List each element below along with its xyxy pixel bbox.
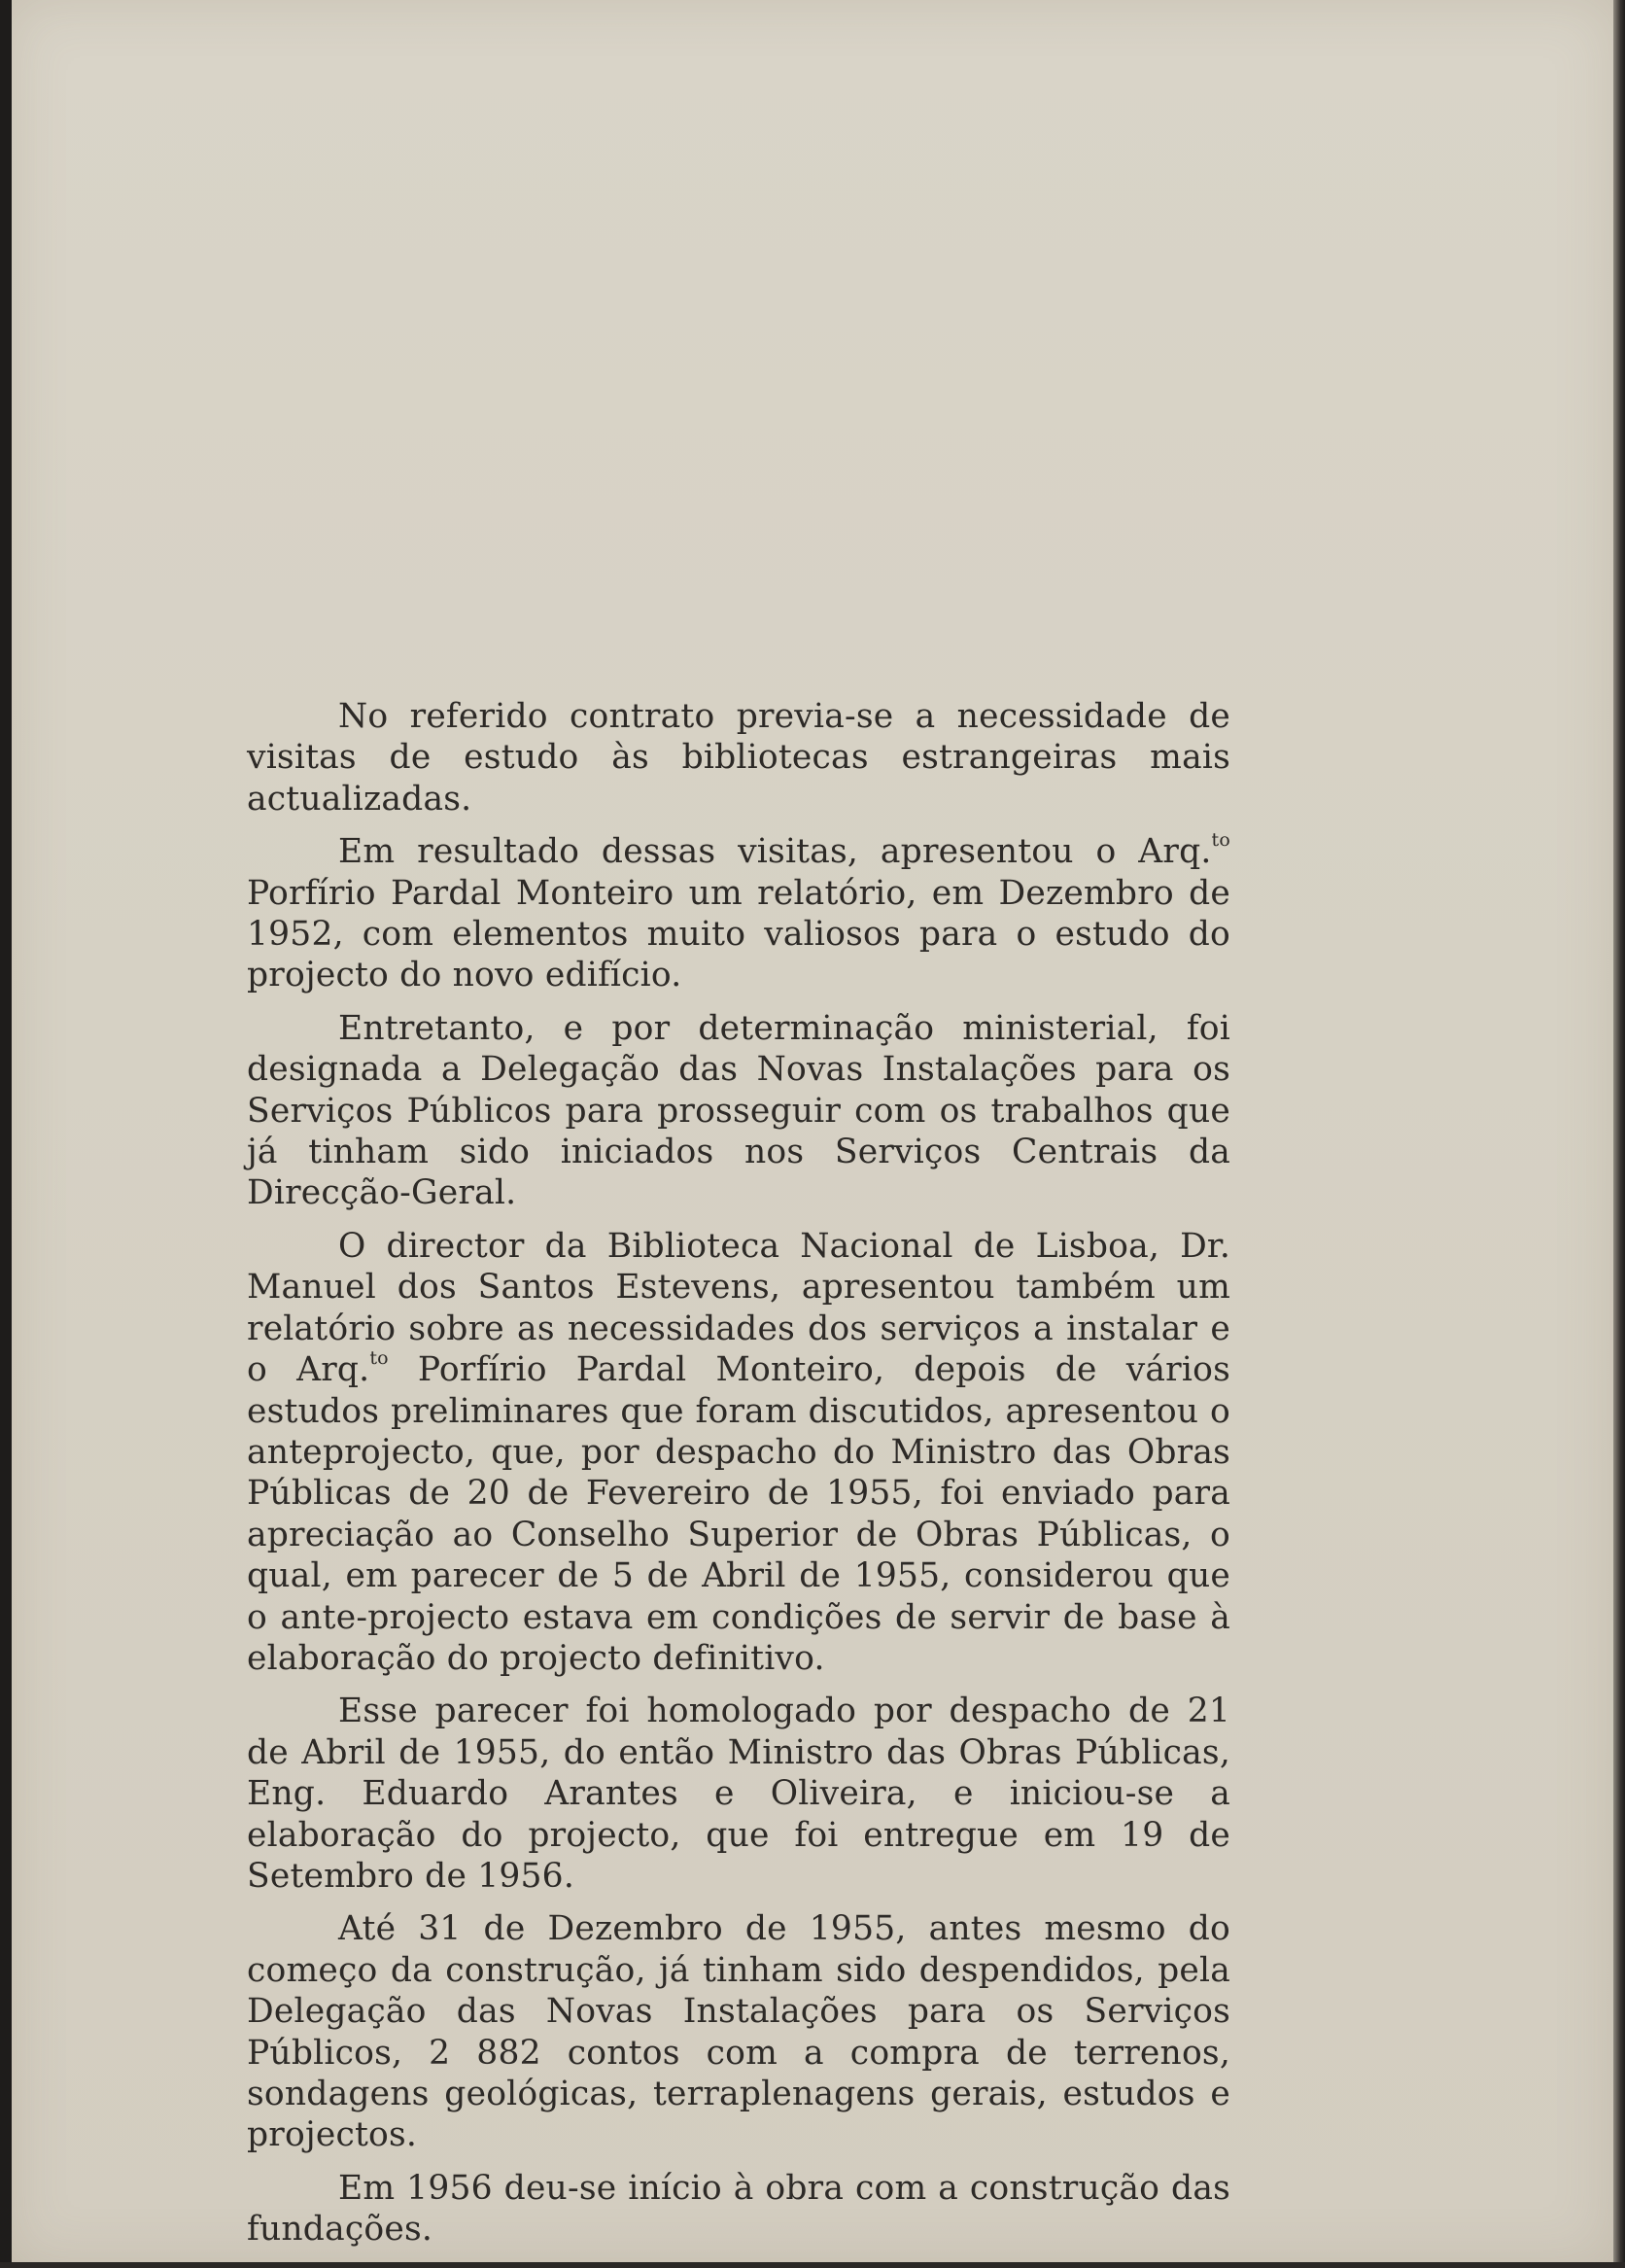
paragraph-5-text: Esse parecer foi homologado por despacho de 21 de Abril de 1955, do então Ministro das Obras Públicas, Eng. Eduardo Arantes e Oliveira, e iniciou-se a elaboração do projecto, que foi entregue em 19 de Setembro de 1956. <box>247 1692 1230 1896</box>
paragraph-6-text: Até 31 de Dezembro de 1955, antes mesmo do começo da construção, já tinham sido despendidos, pela Delegação das Novas Instalações para os Serviços Públicos, 2 882 contos com a compra de terrenos, sondagens geológicas, terraplenagens gerais, estudos e projectos. <box>247 1909 1230 2155</box>
paragraph-7 <box>247 2168 1230 2251</box>
page-bottom-edge <box>0 2262 1625 2268</box>
paragraph-1-text: No referido contrato previa-se a necessidade de visitas de estudo às bibliotecas estrangeiras mais actualizadas. <box>247 697 1230 819</box>
paragraph-2-text-a: Em resultado dessas visitas, apresentou o Arq. <box>338 832 1212 872</box>
paragraph-3-text: Entretanto, e por determinação ministerial, foi designada a Delegação das Novas Instalações para os Serviços Públicos para prosseguir com os trabalhos que já tinham sido iniciados nos Serviços Centrais da Direcção-Geral. <box>247 1008 1230 1213</box>
paragraph-4-text-a: O director da Biblioteca Nacional de Lisboa, Dr. Manuel dos Santos Estevens, apresentou também um relatório sobre as necessidades dos serviços a instalar e o Arq. <box>247 1226 1230 1390</box>
paragraph-6 <box>247 1908 1230 2155</box>
paragraph-3 <box>247 1008 1230 1214</box>
paragraph-2-text-b: Porfírio Pardal Monteiro um relatório, em Dezembro de 1952, com elementos muito valiosos para o estudo do projecto do novo edifício. <box>247 873 1230 995</box>
paragraph-4 <box>247 1226 1230 1679</box>
body-text <box>247 696 1230 2251</box>
book-page <box>10 0 1613 2265</box>
page-right-edge <box>1613 0 1625 2268</box>
paragraph-2 <box>247 831 1230 996</box>
paragraph-1 <box>247 696 1230 820</box>
paragraph-5 <box>247 1691 1230 1897</box>
page-left-edge <box>0 0 12 2268</box>
superscript-to: to <box>369 1347 389 1370</box>
paragraph-4-text-b: Porfírio Pardal Monteiro, depois de vários estudos preliminares que foram discutidos, apresentou o anteprojecto, que, por despacho do Ministro das Obras Públicas de 20 de Fevereiro de 1955, foi enviado para apreciação ao Conselho Superior de Obras Públicas, o qual, em parecer de 5 de Abril de 1955, considerou que o ante-projecto estava em condições de servir de base à elaboração do projecto definitivo. <box>247 1350 1230 1678</box>
superscript-to: to <box>1211 829 1230 852</box>
paragraph-7-text: Em 1956 deu-se início à obra com a construção das fundações. <box>247 2168 1230 2250</box>
